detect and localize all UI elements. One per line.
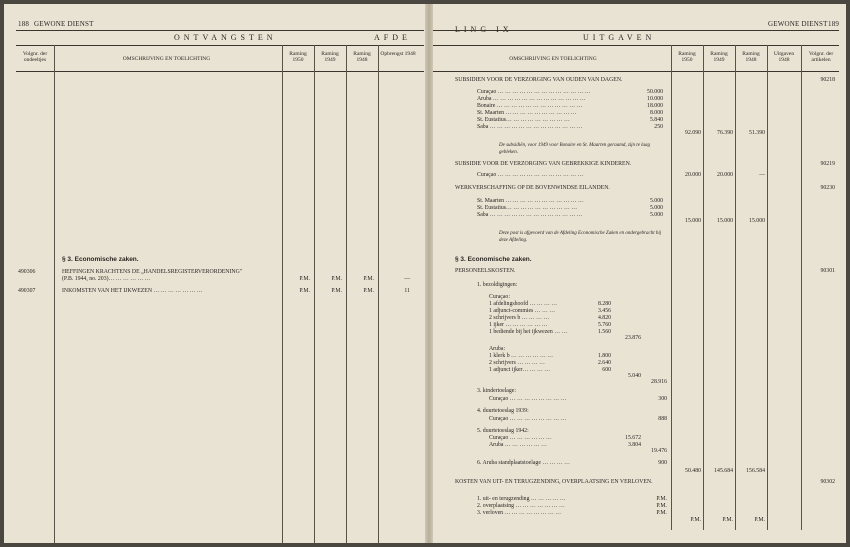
note: Deze post is afgevoerd van de Afdeling Economische Zaken en ondergebracht bij deze Afdeling. bbox=[499, 231, 662, 243]
section-heading: § 3. Economische zaken. bbox=[455, 256, 532, 263]
sub-item: 5. duurtetoeslag 1942: bbox=[477, 428, 529, 434]
subtotal: 23.876 bbox=[625, 335, 641, 341]
column-line bbox=[346, 45, 347, 543]
line-value: 600 bbox=[602, 367, 611, 373]
block-title: KOSTEN VAN UIT- EN TERUGZENDING, OVERPLAATSING EN VERLOVEN. bbox=[455, 479, 653, 485]
column-header: Volgnr. der artikelen bbox=[808, 51, 834, 63]
block-title: SUBSIDIEN VOOR DE VERZORGING VAN OUDEN VAN DAGEN. bbox=[455, 77, 623, 83]
book-gutter bbox=[425, 4, 433, 543]
line-value: 5.000 bbox=[649, 212, 663, 218]
column-line bbox=[801, 45, 802, 530]
line-value: 5.760 bbox=[597, 322, 611, 328]
column-header: Opbrengst 1948 bbox=[380, 51, 416, 57]
column-line bbox=[282, 45, 283, 543]
sub-item: 4. duurtetoeslag 1939: bbox=[477, 408, 529, 414]
column-header: OMSCHRIJVING EN TOELICHTING bbox=[122, 56, 211, 62]
line-item: Aruba … … … … … … … … … … … … … bbox=[477, 96, 586, 102]
left-page bbox=[4, 4, 425, 543]
line-item: St. Eustatius… … … … … … … … … … bbox=[477, 205, 577, 211]
line-item: Bonaire … … … … … … … … … … … … bbox=[477, 103, 583, 109]
column-header: OMSCHRIJVING EN TOELICHTING bbox=[509, 56, 597, 62]
column-line bbox=[54, 45, 55, 543]
raming-1949: 15.000 bbox=[717, 218, 733, 224]
article-number: 90230 bbox=[820, 185, 835, 191]
sub-item: 3. kindertoelage: bbox=[477, 388, 516, 394]
column-header: Raming 1950 bbox=[289, 51, 307, 63]
right-title: UITGAVEN bbox=[583, 33, 656, 42]
subtotal: 19.476 bbox=[651, 448, 667, 454]
column-header: Raming 1948 bbox=[742, 51, 760, 63]
line-item: 1 afdelingshoofd … … … … bbox=[489, 301, 558, 307]
line-value: 4.820 bbox=[597, 315, 611, 321]
row-description: HEFFINGEN KRACHTENS DE „HANDELSREGISTERVERORDENING" bbox=[62, 269, 243, 275]
line-item: 1 klerk b … … … … … … bbox=[489, 353, 554, 359]
line-value: 8.000 bbox=[649, 110, 663, 116]
left-running-head: GEWONE DIENST bbox=[34, 20, 94, 28]
raming-1948: P.M. bbox=[363, 276, 374, 282]
line-value: 8.280 bbox=[597, 301, 611, 307]
raming-1949: 20.000 bbox=[717, 172, 733, 178]
line-value: 18.000 bbox=[647, 103, 663, 109]
raming-1948: 15.000 bbox=[749, 218, 765, 224]
header-rule bbox=[433, 45, 839, 46]
note: De subsidiën, voor 1949 voor Bonaire en St. Maarten geraamd, zijn te laag gebleken. bbox=[499, 143, 651, 155]
line-value: 1.560 bbox=[597, 329, 611, 335]
column-line bbox=[671, 45, 672, 530]
line-value: 3.804 bbox=[627, 442, 641, 448]
raming-1950: 50.480 bbox=[685, 468, 701, 474]
raming-1948: P.M. bbox=[754, 517, 765, 523]
header-rule bbox=[16, 30, 424, 31]
line-item: Saba … … … … … … … … … … … … … bbox=[477, 124, 583, 130]
raming-1950: 92.090 bbox=[685, 130, 701, 136]
line-value: 15.672 bbox=[625, 435, 641, 441]
raming-1949: P.M. bbox=[722, 517, 733, 523]
section-heading: § 3. Economische zaken. bbox=[62, 256, 139, 263]
header-rule bbox=[433, 30, 839, 31]
line-item: 1 bediende bij het ijkwezen … … bbox=[489, 329, 568, 335]
raming-1949: 76.390 bbox=[717, 130, 733, 136]
column-header: Raming 1949 bbox=[321, 51, 339, 63]
subtotal: 5.040 bbox=[627, 373, 641, 379]
column-line bbox=[314, 45, 315, 543]
column-header: Raming 1948 bbox=[353, 51, 371, 63]
line-item: 3. verloven … … … … … … … … bbox=[477, 510, 562, 516]
column-line bbox=[767, 45, 768, 530]
left-title-right: AFDE bbox=[374, 33, 411, 42]
line-value: 300 bbox=[658, 396, 667, 402]
line-item: 2 schrijvers … … … … bbox=[489, 360, 545, 366]
line-value: 1.800 bbox=[597, 353, 611, 359]
article-number: 90218 bbox=[820, 77, 835, 83]
opbrengst-1948: — bbox=[404, 276, 410, 282]
row-number: 490306 bbox=[18, 269, 36, 275]
column-header: Volgnr. der ondeeltjes bbox=[22, 51, 48, 63]
line-value: 5.840 bbox=[649, 117, 663, 123]
raming-1950: P.M. bbox=[299, 276, 310, 282]
column-line bbox=[703, 45, 704, 530]
line-item: 1 ijker … … … … … … bbox=[489, 322, 548, 328]
sub-item: 6. Aruba standplaatstoelage … … … … bbox=[477, 460, 570, 466]
raming-1948: — bbox=[759, 172, 765, 178]
block-title: WERKVERSCHAFFING OP DE BOVENWINDSE EILANDEN. bbox=[455, 185, 610, 191]
line-value: 888 bbox=[658, 416, 667, 422]
raming-1949: 145.684 bbox=[714, 468, 733, 474]
raming-1949: P.M. bbox=[331, 276, 342, 282]
column-header: Uitgaven 1948 bbox=[773, 51, 795, 63]
article-number: 90219 bbox=[820, 161, 835, 167]
line-item: Curaçao … … … … … … … … bbox=[489, 416, 567, 422]
sub-heading: Curaçao: bbox=[489, 294, 510, 300]
line-value: 5.000 bbox=[649, 205, 663, 211]
line-value: 50.000 bbox=[647, 89, 663, 95]
header-rule bbox=[16, 71, 424, 72]
line-value: 10.000 bbox=[647, 96, 663, 102]
raming-1950: P.M. bbox=[299, 288, 310, 294]
line-value: P.M. bbox=[656, 496, 667, 502]
row-number: 490307 bbox=[18, 288, 36, 294]
line-value: 3.456 bbox=[597, 308, 611, 314]
block-title: PERSONEELSKOSTEN. bbox=[455, 268, 516, 274]
line-value: 2.640 bbox=[597, 360, 611, 366]
line-item: Curaçao … … … … … … … … … … … … … bbox=[477, 89, 591, 95]
header-rule bbox=[16, 45, 424, 46]
line-value: 250 bbox=[654, 124, 663, 130]
book-spread bbox=[4, 4, 846, 543]
left-title: ONTVANGSTEN bbox=[174, 33, 277, 42]
column-header: Raming 1950 bbox=[678, 51, 696, 63]
block-title: SUBSIDIE VOOR DE VERZORGING VAN GEBREKKIGE KINDEREN. bbox=[455, 161, 632, 167]
header-rule bbox=[433, 71, 839, 72]
line-item: Saba … … … … … … … … … … … … … bbox=[477, 212, 583, 218]
row-description: INKOMSTEN VAN HET IJKWEZEN … … … … … … … bbox=[62, 288, 203, 294]
raming-1948: 51.390 bbox=[749, 130, 765, 136]
row-subtext: (P.B. 1944, no. 203)… … … … … … bbox=[62, 276, 151, 282]
line-item: Curaçao … … … … … … … … bbox=[489, 396, 567, 402]
sub-heading: Aruba: bbox=[489, 346, 506, 352]
raming-1950: 15.000 bbox=[685, 218, 701, 224]
line-item: Curaçao … … … … … … … … … … … … bbox=[477, 172, 584, 178]
right-page-number: 189 bbox=[828, 20, 840, 28]
right-page bbox=[433, 4, 846, 543]
article-number: 90301 bbox=[820, 268, 835, 274]
column-line bbox=[378, 45, 379, 543]
sub-item: 1. bezoldigingen: bbox=[477, 282, 518, 288]
line-item: Curaçao … … … … … … bbox=[489, 435, 552, 441]
line-item: 2. overplaatsing … … … … … … … bbox=[477, 503, 565, 509]
line-item: St. Maarten … … … … … … … … … … bbox=[477, 110, 577, 116]
line-item: Aruba … … … … … … bbox=[489, 442, 547, 448]
line-item: St. Eustatius… … … … … … … … … bbox=[477, 117, 570, 123]
raming-1950: P.M. bbox=[690, 517, 701, 523]
raming-1948: P.M. bbox=[363, 288, 374, 294]
line-value: P.M. bbox=[656, 503, 667, 509]
line-value: P.M. bbox=[656, 510, 667, 516]
raming-1950: 20.000 bbox=[685, 172, 701, 178]
line-item: St. Maarten … … … … … … … … … … … bbox=[477, 198, 584, 204]
raming-1948: 156.584 bbox=[746, 468, 765, 474]
line-value: 900 bbox=[658, 460, 667, 466]
line-item: 1 adjunct-commies … … … bbox=[489, 308, 556, 314]
raming-1949: P.M. bbox=[331, 288, 342, 294]
line-item: 1 adjunct ijker… … … … bbox=[489, 367, 551, 373]
right-running-head: GEWONE DIENST bbox=[768, 20, 828, 28]
subtotal: 28.916 bbox=[651, 379, 667, 385]
column-line bbox=[735, 45, 736, 530]
left-page-number: 188 bbox=[18, 20, 30, 28]
line-item: 1. uit- en terugzending … … … … … bbox=[477, 496, 566, 502]
line-value: 5.000 bbox=[649, 198, 663, 204]
column-header: Raming 1949 bbox=[710, 51, 728, 63]
line-item: 2 schrijvers b … … … … bbox=[489, 315, 550, 321]
article-number: 90302 bbox=[820, 479, 835, 485]
opbrengst-1948: 11 bbox=[404, 288, 410, 294]
